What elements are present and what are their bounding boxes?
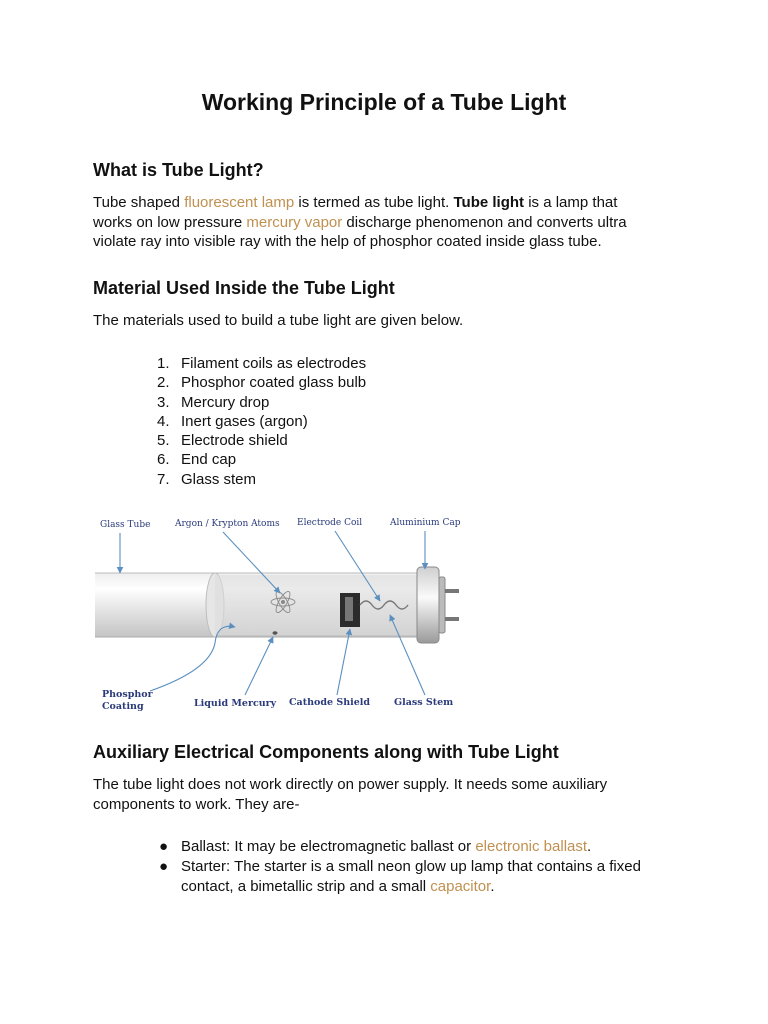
text-span: . bbox=[490, 878, 495, 895]
cap-pin-top bbox=[445, 589, 459, 593]
tube-cutaway-section bbox=[215, 575, 425, 635]
text-span: Tube shaped bbox=[93, 194, 185, 211]
list-item-text: Electrode shield bbox=[181, 432, 288, 450]
list-item-text: Filament coils as electrodes bbox=[181, 355, 367, 372]
text-span: . bbox=[587, 838, 592, 855]
label-glass-stem: Glass Stem bbox=[394, 697, 454, 708]
mercury-drop bbox=[273, 631, 278, 635]
list-number: 6. bbox=[157, 451, 170, 469]
paragraph-line-3: violate ray into visible ray with the help of phosphor coated inside glass tube. bbox=[93, 233, 602, 250]
label-cathode-shield: Cathode Shield bbox=[289, 697, 371, 708]
materials-list bbox=[157, 354, 366, 489]
label-phosphor: Phosphor bbox=[102, 689, 153, 700]
text-span: contact, a bimetallic strip and a small bbox=[181, 878, 431, 895]
link-electronic-ballast[interactable]: electronic ballast bbox=[475, 838, 588, 855]
label-electrode-coil: Electrode Coil bbox=[297, 518, 363, 528]
paragraph-line-1 bbox=[93, 193, 693, 213]
link-capacitor[interactable]: capacitor bbox=[430, 878, 491, 895]
label-coating: Coating bbox=[102, 701, 144, 712]
list-item-text: Mercury drop bbox=[181, 393, 270, 411]
list-item bbox=[157, 412, 366, 431]
tube-light-diagram-svg bbox=[95, 505, 465, 715]
list-number: 7. bbox=[157, 470, 170, 488]
list-number: 1. bbox=[157, 355, 170, 372]
list-item bbox=[157, 431, 366, 450]
materials-intro: The materials used to build a tube light are given below. bbox=[93, 312, 464, 329]
list-item-text: Phosphor coated glass bulb bbox=[181, 374, 367, 392]
label-glass-tube: Glass Tube bbox=[100, 520, 151, 530]
tube-light-diagram bbox=[95, 505, 465, 715]
list-number: 5. bbox=[157, 432, 170, 450]
bold-term-tube-light: Tube light bbox=[453, 194, 525, 211]
list-item-text: Inert gases (argon) bbox=[181, 412, 308, 430]
label-argon-krypton: Argon / Krypton Atoms bbox=[175, 519, 280, 529]
link-mercury-vapor[interactable]: mercury vapor bbox=[246, 213, 343, 231]
heading-what-is-tube-light: What is Tube Light? bbox=[93, 160, 264, 180]
list-item bbox=[157, 470, 366, 489]
link-fluorescent-lamp[interactable]: fluorescent lamp bbox=[184, 194, 295, 211]
text-span: discharge phenomenon and converts ultra bbox=[342, 213, 627, 231]
list-item-text: Glass stem bbox=[181, 470, 257, 488]
list-item-ballast bbox=[157, 837, 641, 857]
list-item bbox=[157, 354, 366, 373]
cap-pin-bottom bbox=[445, 617, 459, 621]
auxiliary-line-1: The tube light does not work directly on power supply. It needs some auxiliary bbox=[93, 776, 608, 793]
page-title: Working Principle of a Tube Light bbox=[201, 89, 567, 115]
list-item bbox=[157, 393, 366, 412]
list-item-starter bbox=[157, 857, 641, 897]
bullet-icon: ● bbox=[159, 858, 169, 875]
list-item-text: End cap bbox=[181, 451, 237, 469]
list-item bbox=[157, 450, 366, 469]
list-number: 3. bbox=[157, 393, 170, 411]
aluminium-cap bbox=[417, 567, 439, 643]
list-number: 2. bbox=[157, 374, 170, 392]
list-number: 4. bbox=[157, 412, 170, 430]
list-item bbox=[157, 373, 366, 392]
heading-materials: Material Used Inside the Tube Light bbox=[93, 278, 395, 298]
text-span: Starter: The starter is a small neon glow up lamp that contains a fixed bbox=[181, 858, 641, 875]
text-span: works on low pressure bbox=[93, 213, 247, 231]
text-span: is termed as tube light. bbox=[294, 194, 454, 211]
label-liquid-mercury: Liquid Mercury bbox=[194, 698, 277, 709]
aluminium-cap-rim bbox=[439, 577, 445, 633]
label-aluminium-cap: Aluminium Cap bbox=[390, 518, 461, 528]
cathode-shield-highlight bbox=[345, 597, 353, 621]
bullet-icon: ● bbox=[159, 838, 169, 855]
auxiliary-line-2: components to work. They are- bbox=[93, 795, 300, 813]
arrow-liquid-mercury bbox=[245, 637, 273, 695]
arrow-cathode-shield bbox=[337, 629, 350, 695]
text-span: is a lamp that bbox=[524, 194, 618, 211]
text-span: Ballast: It may be electromagnetic ballast or bbox=[181, 838, 476, 855]
heading-auxiliary-components: Auxiliary Electrical Components along with Tube Light bbox=[93, 742, 559, 762]
components-list bbox=[157, 837, 641, 897]
paragraph-line-2 bbox=[93, 213, 693, 233]
